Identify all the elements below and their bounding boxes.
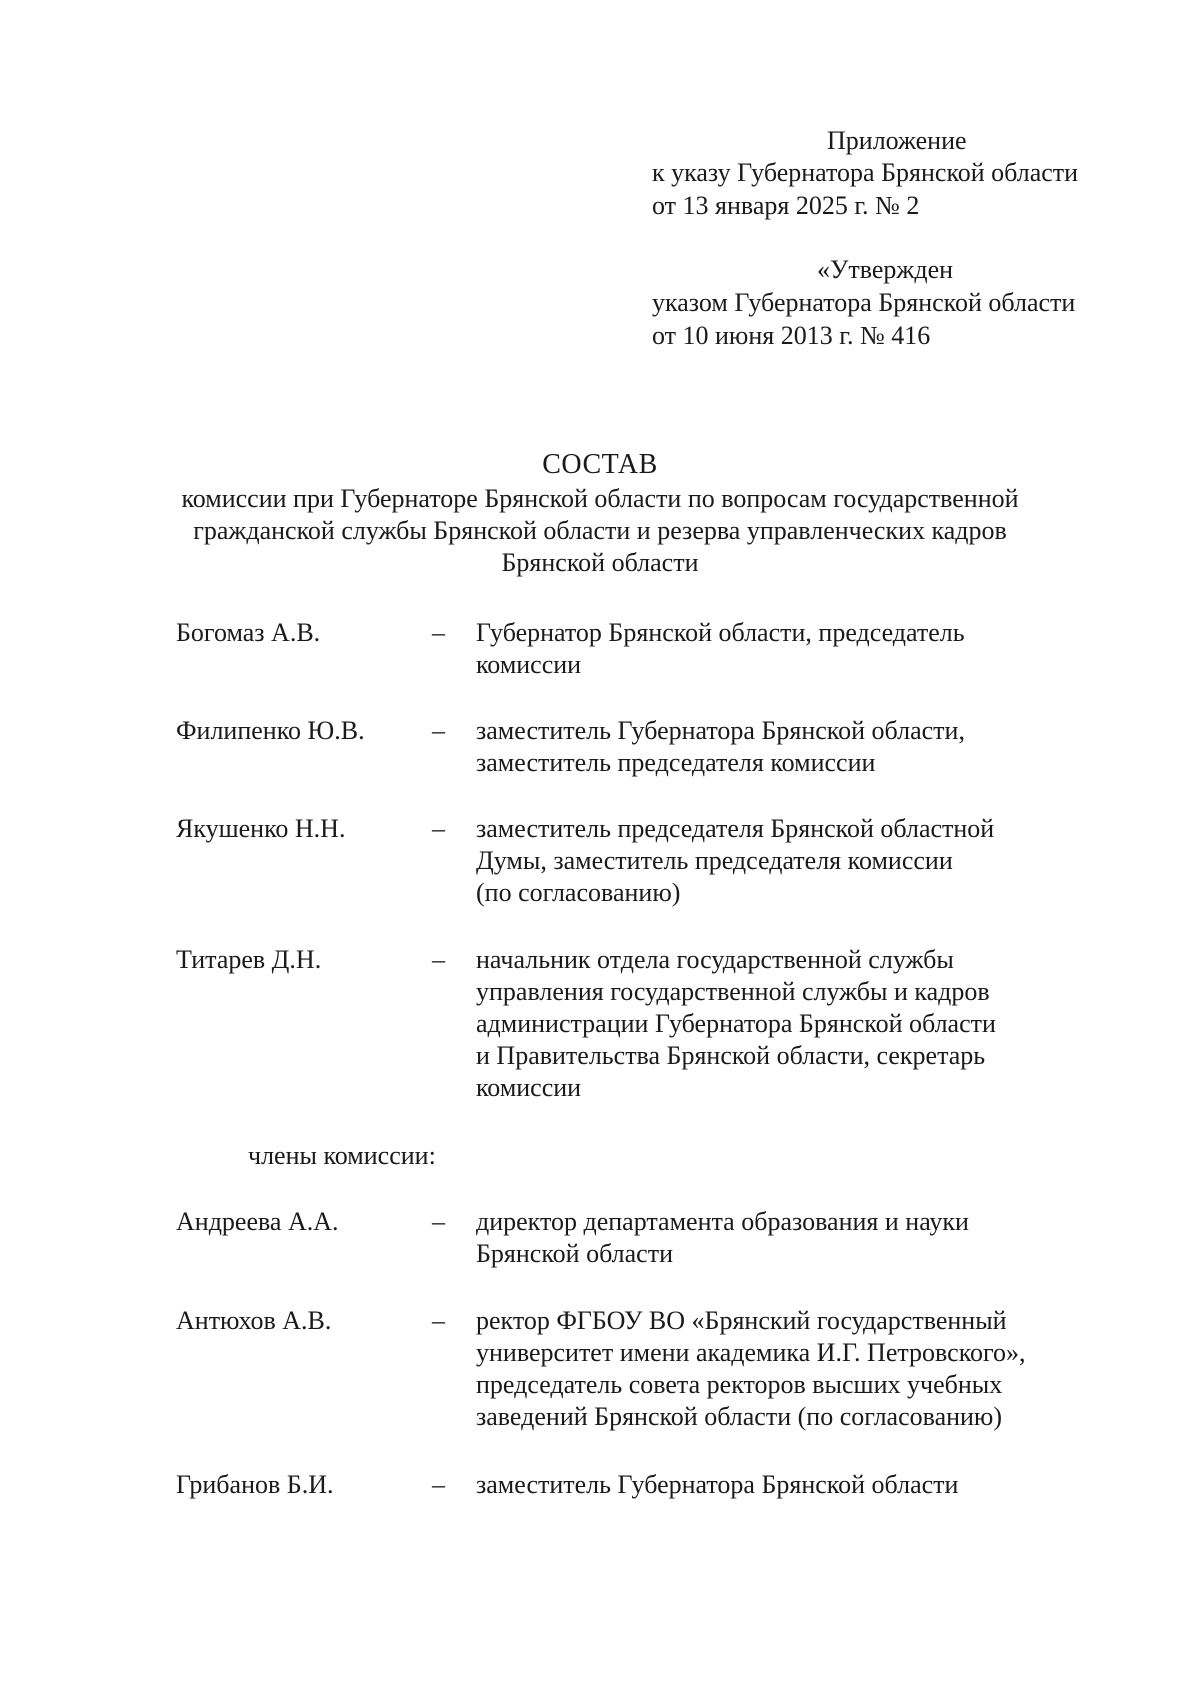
members-label: члены комиссии: — [248, 1141, 436, 1170]
approved-title: «Утвержден — [817, 255, 954, 284]
member-role: заместитель председателя Брянской областной Думы, заместитель председателя комиссии (по согласованию) — [476, 814, 995, 907]
member-row — [176, 1206, 1126, 1268]
member-role: заместитель Губернатора Брянской области — [476, 1470, 959, 1499]
heading-title: СОСТАВ — [542, 449, 658, 480]
member-dash: – — [432, 1470, 445, 1499]
member-name: Якушенко Н.Н. — [176, 814, 346, 843]
heading-line-3: Брянской области — [501, 548, 699, 577]
member-row — [176, 944, 1126, 1102]
member-role: начальник отдела государственной службы управления государственной службы и кадров администрации Губернатора Брянской области и Правительства Брянской области, секретарь комиссии — [476, 945, 996, 1102]
member-row — [176, 1469, 1126, 1509]
member-name: Филипенко Ю.В. — [176, 716, 365, 745]
member-row — [176, 1305, 1126, 1431]
member-name: Грибанов Б.И. — [176, 1470, 334, 1499]
member-dash: – — [432, 1306, 445, 1335]
approved-decree: указом Губернатора Брянской области — [652, 288, 1076, 317]
approved-date: от 10 июня 2013 г. № 416 — [652, 321, 931, 350]
member-role: Губернатор Брянской области, председатель комиссии — [476, 618, 965, 679]
member-role: ректор ФГБОУ ВО «Брянский государственный университет имени академика И.Г. Петровского», председатель совета ректоров высших учебных заведений Брянской области (по согласованию) — [476, 1306, 1026, 1431]
appendix-decree: к указу Губернатора Брянской области — [652, 158, 1079, 187]
member-name: Богомаз А.В. — [176, 618, 321, 647]
appendix-title: Приложение — [827, 126, 967, 155]
member-role: директор департамента образования и науки Брянской области — [476, 1207, 969, 1268]
member-row — [176, 715, 1126, 777]
member-dash: – — [432, 716, 445, 745]
member-dash: – — [432, 1207, 445, 1236]
member-name: Антюхов А.В. — [176, 1306, 332, 1335]
member-row — [176, 813, 1126, 907]
heading-line-2: гражданской службы Брянской области и резерва управленческих кадров — [193, 516, 1007, 545]
member-row — [176, 617, 1126, 679]
document-heading — [100, 447, 1100, 579]
member-role: заместитель Губернатора Брянской области, заместитель председателя комиссии — [476, 716, 965, 777]
member-dash: – — [432, 814, 445, 843]
appendix-date: от 13 января 2025 г. № 2 — [652, 191, 920, 220]
member-name: Андреева А.А. — [176, 1207, 339, 1236]
member-dash: – — [432, 945, 445, 974]
member-name: Титарев Д.Н. — [176, 945, 322, 974]
member-dash: – — [432, 618, 445, 647]
heading-line-1: комиссии при Губернаторе Брянской области по вопросам государственной — [181, 484, 1019, 513]
